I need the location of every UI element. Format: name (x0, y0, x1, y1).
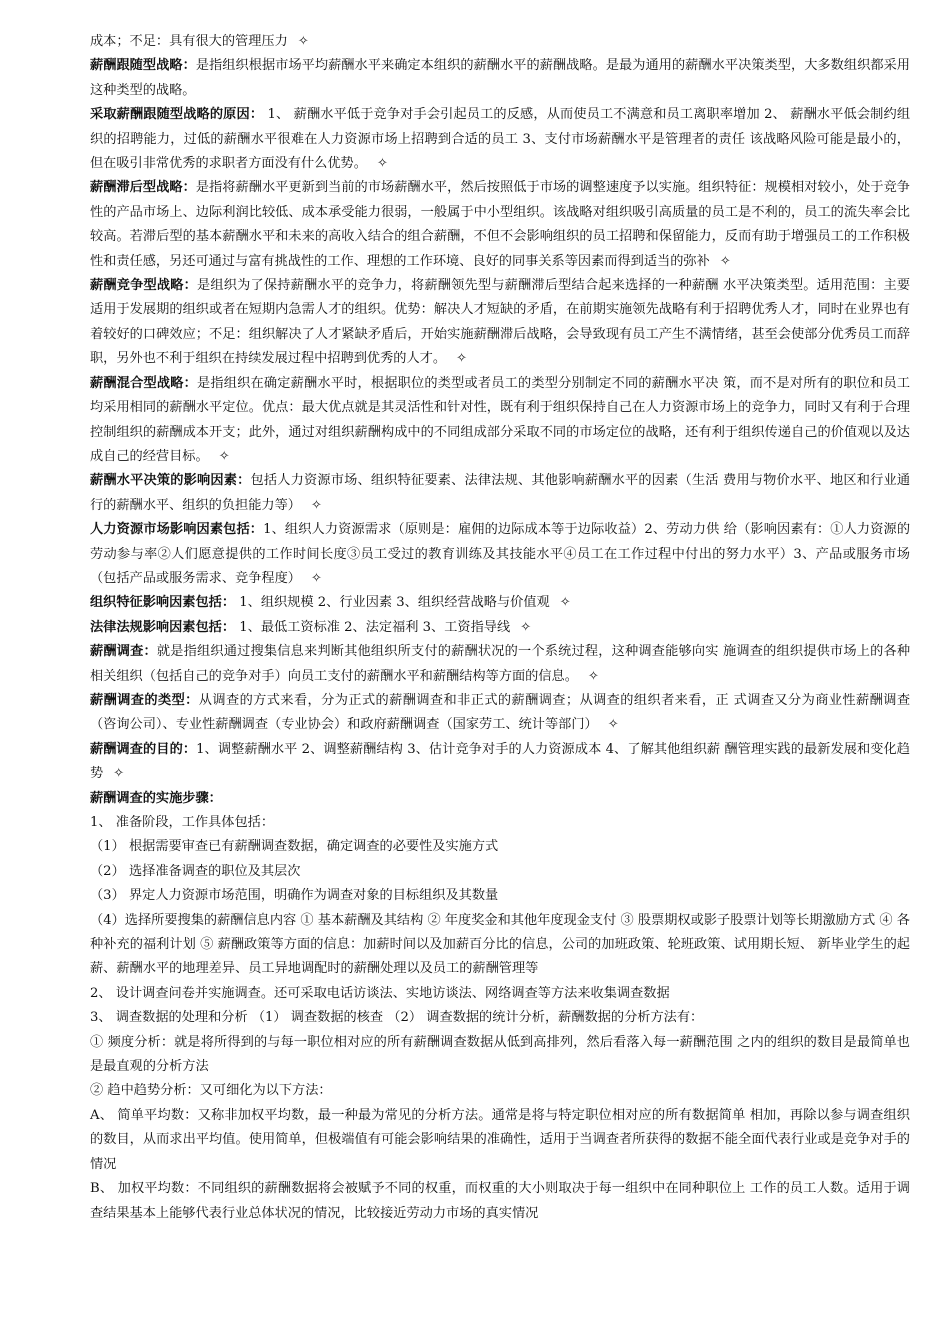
paragraph-text: （4）选择所要搜集的薪酬信息内容 ① 基本薪酬及其结构 ② 年度奖金和其他年度现金支付 ③ 股票期权或影子股票计划等长期激励方式 ④ 各种补充的福利计划 ⑤ 薪酬政策等方面的信息：加薪时间以及加薪百分比的信息，公司的加班政策、轮班政策、试用期长短、 新毕业学生的起薪、薪酬水平的地理差异、员工异地调配时的薪酬处理以及员工的薪酬管理等 (90, 912, 910, 977)
paragraph-hr-market-factors (90, 518, 910, 591)
paragraph-text: 2、 设计调查问卷并实施调查。还可采取电话访谈法、实地访谈法、网络调查等方法来收集调查数据 (90, 985, 670, 1001)
paragraph-text: 从调查的方式来看，分为正式的薪酬调查和非正式的薪酬调查；从调查的组织者来看，正 式调查又分为商业性薪酬调查（咨询公司）、专业性薪酬调查（专业协会）和政府薪酬调查（国家劳工、统计等部门） (90, 692, 911, 733)
paragraph-text: 1、最低工资标准 2、法定福利 3、工资指导线 (235, 619, 511, 635)
paragraph-text: 成本；不足：具有很大的管理压力 (90, 34, 288, 49)
paragraph-text: （2） 选择准备调查的职位及其层次 (90, 863, 301, 879)
four-point-star-icon: ✧ (607, 717, 619, 733)
paragraph-survey-purpose (90, 738, 910, 787)
paragraph-text: 1、 准备阶段，工作具体包括： (90, 815, 275, 830)
four-point-star-icon: ✧ (520, 619, 532, 635)
paragraph-lag-strategy (90, 176, 910, 274)
paragraph-follow-strategy (90, 54, 910, 103)
substep-3 (90, 884, 910, 908)
substep-4 (90, 909, 910, 982)
four-point-star-icon: ✧ (311, 497, 323, 513)
paragraph-text: B、 加权平均数：不同组织的薪酬数据将会被赋予不同的权重，而权重的大小则取决于每一组织中在同种职位上 工作的员工人数。适用于调查结果基本上能够代表行业总体状况的情况，比较接近劳动力市场的真实情况 (90, 1181, 910, 1221)
paragraph-text: 1、 薪酬水平低于竞争对手会引起员工的反感，从而使员工不满意和员工离职率增加 2、 薪酬水平低会制约组织的招聘能力，过低的薪酬水平很难在人力资源市场上招聘到合适的员工 3、支付市场薪酬水平是管理者的责任 该战略风险可能是最小的，但在吸引非常优秀的求职者方面没有什么优势。 (90, 107, 911, 172)
paragraph-text: 就是指组织通过搜集信息来判断其他组织所支付的薪酬状况的一个系统过程，这种调查能够向实 施调查的组织提供市场上的各种相关组织（包括自己的竞争对手）向员工支付的薪酬水平和薪酬结构等方面的信息。 (90, 644, 911, 684)
term-heading: 薪酬调查的实施步骤： (90, 790, 222, 806)
term-heading: 组织特征影响因素包括： (90, 595, 236, 611)
term-heading: 薪酬跟随型战略： (90, 58, 196, 74)
paragraph-text: ② 趋中趋势分析：又可细化为以下方法： (90, 1083, 332, 1099)
term-heading: 薪酬竞争型战略： (90, 278, 197, 294)
four-point-star-icon: ✧ (456, 351, 468, 367)
term-heading: 薪酬滞后型战略： (90, 180, 196, 196)
paragraph-text: ① 频度分析：就是将所得到的与每一职位相对应的所有薪酬调查数据从低到高排列，然后看落入每一薪酬范围 之内的组织的数目是最简单也是最直观的分析方法 (90, 1034, 910, 1075)
paragraph-text: 是指组织在确定薪酬水平时，根据职位的类型或者员工的类型分别制定不同的薪酬水平决 策，而不是对所有的职位和员工均采用相同的薪酬水平定位。优点：最大优点就是其灵活性和针对性，既有利于组织保持自己在人力资源市场上的竞争力，同时又有利于合理控制组织的薪酬成本开支；此外，通过对组织薪酬构成中的不同组成部分采取不同的市场定位的战略，还有利于组织传递自己的价值观以及达成自己的经营目标。 (90, 375, 911, 464)
paragraph-text: 1、组织规模 2、行业因素 3、组织经营战略与价值观 (235, 595, 550, 611)
term-heading: 薪酬调查的类型： (90, 692, 199, 708)
paragraph-text: （1） 根据需要审查已有薪酬调查数据，确定调查的必要性及实施方式 (90, 839, 499, 855)
four-point-star-icon: ✧ (218, 448, 230, 464)
paragraph-survey-types (90, 689, 910, 738)
method-frequency-analysis (90, 1031, 910, 1080)
paragraph-follow-reasons (90, 103, 910, 176)
paragraph-text: A、 简单平均数：又称非加权平均数，最一种最为常见的分析方法。通常是将与特定职位相对应的所有数据简单 相加，再除以参与调查组织的数目，从而求出平均值。使用简单，但极端值有可能会影响结果的准确性，适用于当调查者所获得的数据不能全面代表行业或是竞争对手的情况 (90, 1107, 910, 1172)
four-point-star-icon: ✧ (113, 766, 125, 782)
paragraph-text: （3） 界定人力资源市场范围，明确作为调查对象的目标组织及其数量 (90, 888, 499, 904)
substep-1 (90, 835, 910, 859)
term-heading: 薪酬调查： (90, 644, 157, 660)
paragraph-level-factors (90, 469, 910, 518)
paragraph-survey-steps-heading (90, 787, 910, 811)
four-point-star-icon: ✧ (559, 595, 571, 611)
step-3-analysis (90, 1006, 910, 1030)
paragraph-competitive-strategy (90, 274, 910, 372)
term-heading: 薪酬调查的目的： (90, 741, 197, 757)
paragraph-text: 3、 调查数据的处理和分析 （1） 调查数据的核查 （2） 调查数据的统计分析，薪酬数据的分析方法有： (90, 1010, 704, 1026)
paragraph-salary-survey (90, 640, 910, 689)
paragraph-text: 是指将薪酬水平更新到当前的市场薪酬水平，然后按照低于市场的调整速度予以实施。组织特征：规模相对较小，处于竞争性的产品市场上、边际利润比较低、成本承受能力很弱，一般属于中小型组织。该战略对组织吸引高质量的员工是不利的，员工的流失率会比较高。若滞后型的基本薪酬水平和未来的高收入结合的组合薪酬，不但不会影响组织的员工招聘和保留能力，反而有助于增强员工的工作积极性和责任感，另还可通过与富有挑战性的工作、理想的工作环境、良好的同事关系等因素而得到适当的弥补 (90, 180, 910, 269)
four-point-star-icon: ✧ (587, 668, 599, 684)
term-heading: 薪酬混合型战略： (90, 375, 197, 391)
term-heading: 薪酬水平决策的影响因素： (90, 473, 251, 489)
paragraph-cost-shortcoming (90, 30, 910, 54)
four-point-star-icon: ✧ (311, 570, 323, 586)
paragraph-text: 1、调整薪酬水平 2、调整薪酬结构 3、估计竞争对手的人力资源成本 4、了解其他组织薪 酬管理实践的最新发展和变化趋势 (90, 741, 910, 782)
step-1-preparation (90, 811, 910, 835)
method-weighted-average (90, 1177, 910, 1226)
paragraph-text: 1、组织人力资源需求（原则是：雇佣的边际成本等于边际收益）2、劳动力供 给（影响因素有：①人力资源的劳动参与率②人们愿意提供的工作时间长度③员工受过的教育训练及其技能水平④员工在工作过程中付出的努力水平）3、产品或服务市场（包括产品或服务需求、竞争程度） (90, 522, 911, 586)
substep-2 (90, 860, 910, 884)
paragraph-legal-factors (90, 616, 910, 640)
term-heading: 人力资源市场影响因素包括： (90, 522, 264, 538)
method-central-tendency (90, 1079, 910, 1103)
four-point-star-icon: ✧ (376, 156, 388, 172)
paragraph-text: 是组织为了保持薪酬水平的竞争力，将薪酬领先型与薪酬滞后型结合起来选择的一种薪酬 水平决策类型。适用范围：主要适用于发展期的组织或者在短期内急需人才的组织。优势：解决人才短缺的矛盾，在前期实施领先战略有利于招聘优秀人才，同时在业界也有着较好的口碑效应；不足：组织解决了人才紧缺矛盾后，开始实施薪酬滞后战略，会导致现有员工产生不满情绪，甚至会使部分优秀员工而辞职，另外也不利于组织在持续发展过程中招聘到优秀的人才。 (90, 278, 911, 367)
term-heading: 采取薪酬跟随型战略的原因： (90, 107, 264, 123)
paragraph-org-factors (90, 591, 910, 615)
paragraph-mixed-strategy (90, 372, 910, 470)
four-point-star-icon: ✧ (719, 253, 731, 269)
step-2-questionnaire (90, 982, 910, 1006)
method-simple-average (90, 1104, 910, 1177)
term-heading: 法律法规影响因素包括： (90, 619, 236, 635)
paragraph-text: 包括人力资源市场、组织特征要素、法律法规、其他影响薪酬水平的因素（生活 费用与物价水平、地区和行业通行的薪酬水平、组织的负担能力等） (90, 473, 911, 513)
paragraph-text: 是指组织根据市场平均薪酬水平来确定本组织的薪酬水平的薪酬战略。是最为通用的薪酬水平决策类型，大多数组织都采用这种类型的战略。 (90, 58, 910, 98)
four-point-star-icon: ✧ (297, 34, 309, 49)
